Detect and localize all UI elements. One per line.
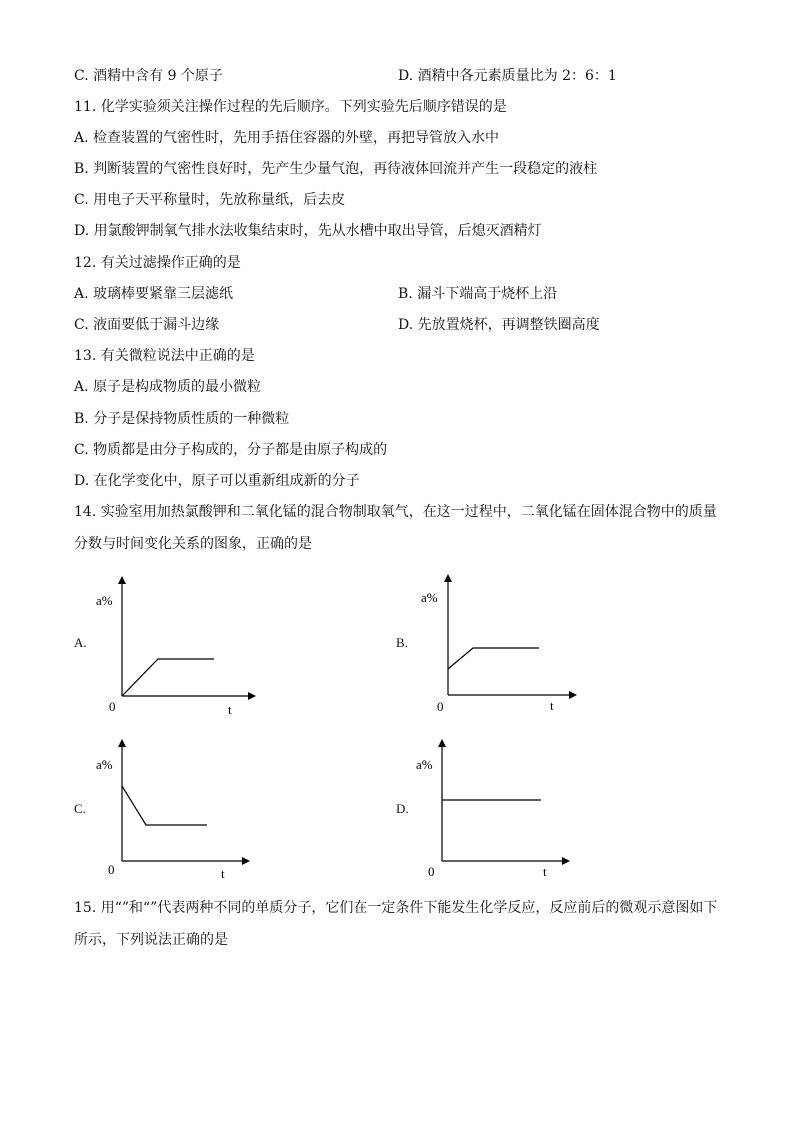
q12-option-d: D. 先放置烧杯，再调整铁圈高度	[398, 317, 600, 333]
q12-option-c: C. 液面要低于漏斗边缘	[74, 317, 220, 333]
graph-d-xlabel: t	[543, 864, 547, 879]
graph-d-ylabel: a%	[416, 757, 433, 772]
q13-option-b: B. 分子是保持物质性质的一种微粒	[74, 411, 290, 427]
q10-option-c: C. 酒精中含有 9 个原子	[74, 68, 223, 84]
graph-d-option-label: D.	[396, 801, 409, 816]
graph-a-curve	[122, 659, 214, 696]
graph-b-ylabel: a%	[421, 590, 438, 605]
q15-stem-line1: 15. 用“”和“”代表两种不同的单质分子，它们在一定条件下能发生化学反应，反应前后的微观示意图如下	[74, 900, 718, 916]
q11-option-d: D. 用氯酸钾制氧气排水法收集结束时，先从水槽中取出导管，后熄灭酒精灯	[74, 223, 542, 239]
graph-b-xlabel: t	[550, 698, 554, 713]
q14-stem-line2: 分数与时间变化关系的图象，正确的是	[74, 536, 312, 552]
graph-a-xlabel: t	[228, 702, 232, 717]
q10-option-d: D. 酒精中各元素质量比为 2：6：1	[398, 68, 617, 84]
q13-option-a: A. 原子是构成物质的最小微粒	[74, 379, 262, 395]
q11-stem: 11. 化学实验须关注操作过程的先后顺序。下列实验先后顺序错误的是	[74, 99, 507, 115]
graph-a-option-label: A.	[74, 635, 87, 650]
q12-option-a: A. 玻璃棒要紧靠三层滤纸	[74, 286, 234, 302]
q11-option-c: C. 用电子天平称量时，先放称量纸，后去皮	[74, 192, 346, 208]
graph-d-origin: 0	[428, 864, 435, 879]
graph-c-origin: 0	[108, 862, 115, 877]
graph-b-option-label: B.	[396, 635, 408, 650]
graph-b-curve	[448, 648, 539, 669]
q13-option-d: D. 在化学变化中，原子可以重新组成新的分子	[74, 473, 360, 489]
q13-stem: 13. 有关微粒说法中正确的是	[74, 348, 255, 364]
graph-b	[415, 572, 585, 722]
q11-option-a: A. 检查装置的气密性时，先用手捂住容器的外壁，再把导管放入水中	[74, 130, 500, 146]
graph-c-curve	[122, 786, 207, 825]
q12-option-b: B. 漏斗下端高于烧杯上沿	[398, 286, 558, 302]
graph-c-ylabel: a%	[96, 757, 113, 772]
graph-c-option-label: C.	[74, 801, 86, 816]
graph-c	[90, 736, 260, 886]
q13-option-c: C. 物质都是由分子构成的，分子都是由原子构成的	[74, 442, 388, 458]
q14-stem-line1: 14. 实验室用加热氯酸钾和二氧化锰的混合物制取氧气，在这一过程中，二氧化锰在固体混合物中的质量	[74, 504, 717, 520]
q12-stem: 12. 有关过滤操作正确的是	[74, 255, 241, 271]
q11-option-b: B. 判断装置的气密性良好时，先产生少量气泡，再待液体回流并产生一段稳定的液柱	[74, 161, 598, 177]
graph-a-ylabel: a%	[96, 593, 113, 608]
q15-stem-line2: 所示，下列说法正确的是	[74, 932, 228, 948]
graph-c-xlabel: t	[221, 866, 225, 881]
graph-d	[410, 736, 580, 886]
graph-a	[90, 572, 260, 722]
graph-b-origin: 0	[437, 699, 444, 714]
graph-a-origin: 0	[109, 699, 116, 714]
